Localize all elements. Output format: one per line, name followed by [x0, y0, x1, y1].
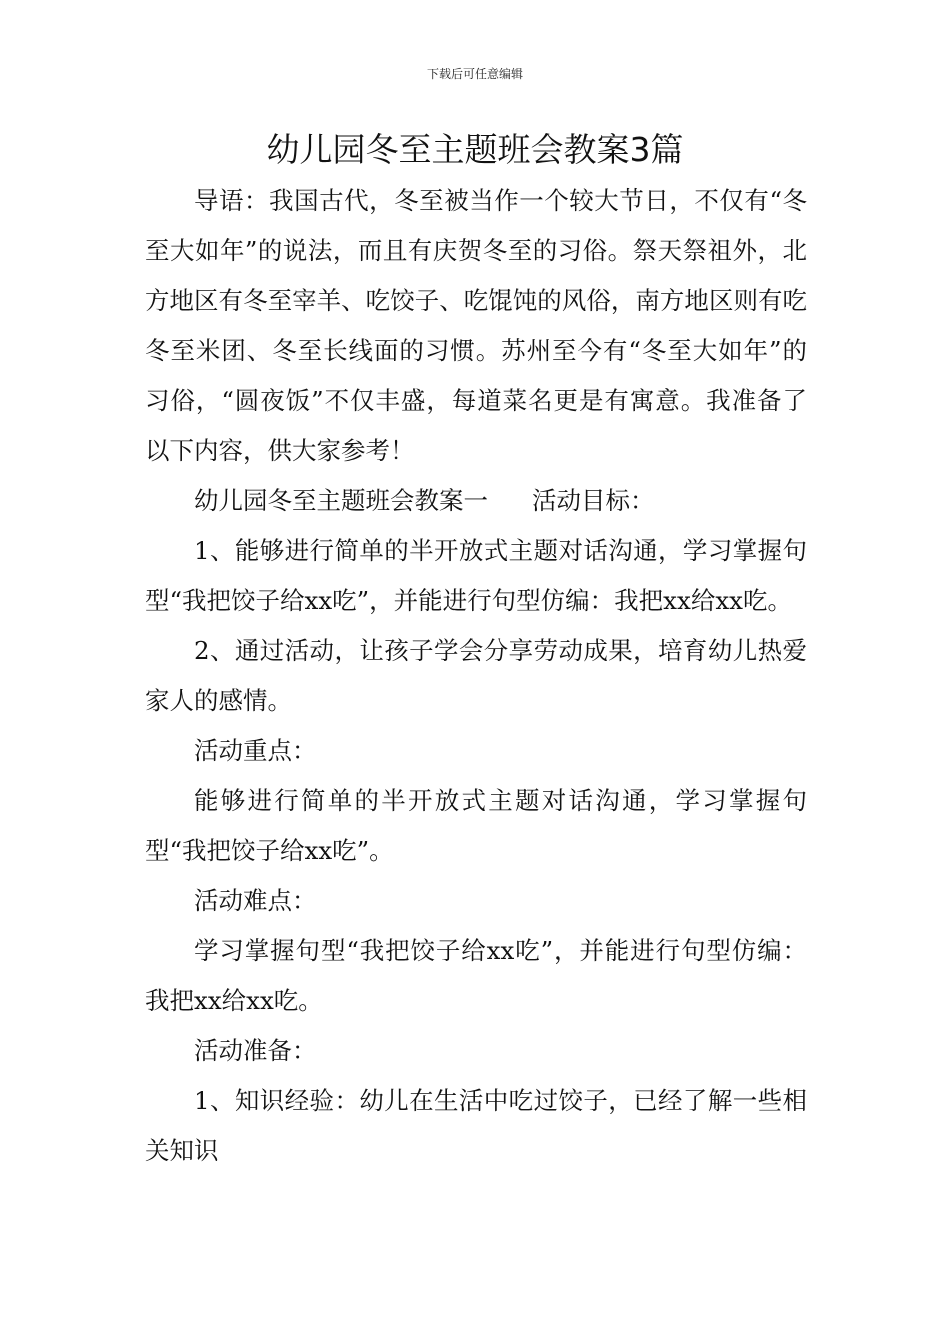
goal-item-2: 2、通过活动，让孩子学会分享劳动成果，培育幼儿热爱家人的感情。 — [145, 636, 807, 715]
intro-paragraph: 导语：我国古代，冬至被当作一个较大节日，不仅有“冬至大如年”的说法，而且有庆贺冬至的习俗。祭天祭祖外，北方地区有冬至宰羊、吃饺子、吃馄饨的风俗，南方地区则有吃冬至米团、冬至长线面的习惯。苏州至今有“冬至大如年”的习俗，“圆夜饭”不仅丰盛，每道菜名更是有寓意。我准备了以下内容，供大家参考！ — [145, 186, 807, 465]
section-title: 幼儿园冬至主题班会教案一 — [194, 486, 488, 515]
section-heading-line — [145, 476, 807, 526]
header-note: 下载后可任意编辑 — [426, 67, 523, 81]
difficulty-heading: 活动难点： — [194, 886, 317, 915]
difficulty-text: 学习掌握句型“我把饺子给xx吃”，并能进行句型仿编：我把xx给xx吃。 — [145, 936, 807, 1015]
goal-item-1: 1、能够进行简单的半开放式主题对话沟通，学习掌握句型“我把饺子给xx吃”，并能进行句型仿编：我把xx给xx吃。 — [145, 536, 807, 615]
document-title: 幼儿园冬至主题班会教案3篇 — [266, 130, 684, 169]
preparation-item-1: 1、知识经验：幼儿在生活中吃过饺子，已经了解一些相关知识 — [145, 1086, 807, 1165]
document-body — [145, 176, 807, 1176]
key-point-text: 能够进行简单的半开放式主题对话沟通，学习掌握句型“我把饺子给xx吃”。 — [145, 786, 807, 865]
preparation-heading: 活动准备： — [194, 1036, 317, 1065]
key-point-heading: 活动重点： — [194, 736, 317, 765]
goals-heading: 活动目标： — [532, 486, 655, 515]
